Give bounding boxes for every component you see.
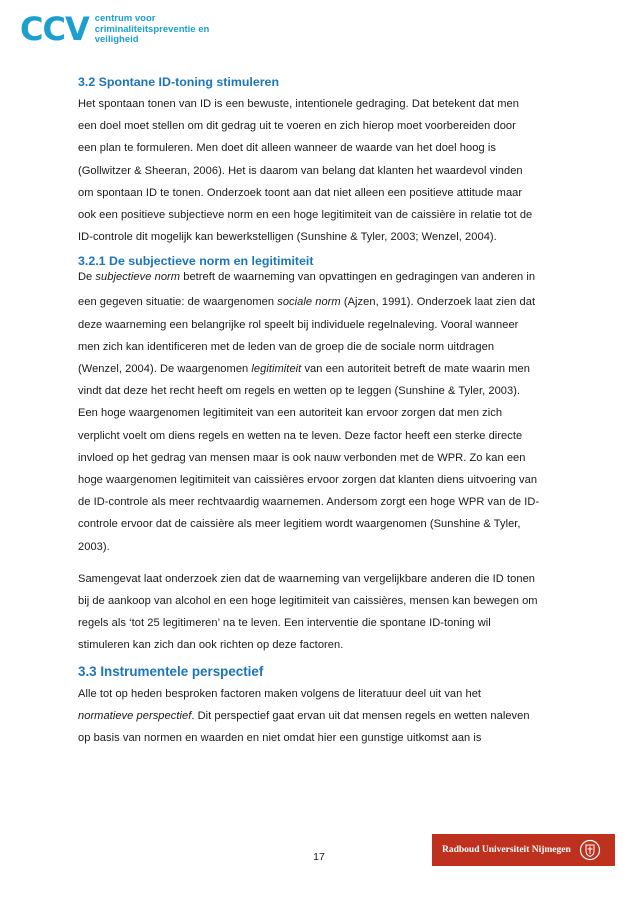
logo-subtitle-line: criminaliteitspreventie en [94,23,210,35]
section-heading-3-2-1: 3.2.1 De subjectieve norm en legitimiteit [78,254,314,269]
text-line: om spontaan ID te tonen. Onderzoek toont aan dat niet alleen een positieve attitude maar [78,186,523,199]
term-legitimiteit: legitimiteit [251,363,302,376]
text-line: (Gollwitzer & Sheeran, 2006). Het is daarom van belang dat klanten het waardevol vinden [78,164,523,177]
term-sociale-norm: sociale norm [277,296,341,309]
ccv-logo [20,12,209,52]
text-line: de ID-controle als meer rechtvaardig waarnemen. Andersom zorgt een hoge WPR van de ID- [78,496,540,509]
radboud-logo [432,834,615,866]
ccv-logo-subtitle [95,14,210,46]
text-line: deze waarneming een belangrijke rol speelt bij individuele regelnaleving. Vooral wanneer [78,318,519,331]
text-run: een gegeven situatie: de waargenomen [78,296,278,309]
page-body [78,74,562,749]
logo-subtitle-line: veiligheid [94,34,139,45]
text-line: Het spontaan tonen van ID is een bewuste, intentionele gedraging. Dat betekent dat men [78,98,519,110]
text-line: Samengevat laat onderzoek zien dat de waarneming van vergelijkbare anderen die ID tonen [78,572,536,585]
term-normatieve-perspectief: normatieve perspectief [78,709,192,722]
section-heading-3-2: 3.2 Spontane ID-toning stimuleren [78,75,280,89]
text-run: . Dit perspectief gaat ervan uit dat mensen regels en wetten naleven [191,709,530,722]
radboud-logo-text: Radboud Universiteit Nijmegen [442,845,571,855]
paragraph-3-3 [78,683,562,750]
text-line [78,705,562,727]
text-line: een plan te formuleren. Men doet dit alleen wanneer de waarde van het doel hoog is [78,142,496,155]
text-run: (Wenzel, 2004). De waargenomen [78,363,252,376]
paragraph-3-2-1 [78,269,562,557]
text-line: vindt dat deze het recht heeft om regels en wetten op te leggen (Sunshine & Tyler, 2003). [78,385,521,398]
text-line: controle ervoor dat de caissière als meer legitiem wordt waargenomen (Sunshine & Tyler, [78,518,521,531]
text-line [78,358,562,380]
text-line: Alle tot op heden besproken factoren maken volgens de literatuur deel uit van het [78,687,482,700]
text-line: verplicht voelt om diens regels en wetten na te leven. Deze factor heeft een sterke directe [78,429,523,442]
university-seal-icon [579,839,601,861]
text-run: betreft de waarneming van opvattingen en gedragingen van anderen in [180,271,536,284]
logo-subtitle-line: centrum voor [94,13,156,24]
text-line: ook een positieve subjectieve norm en een hoge legitimiteit van de caissière in relatie tot de [78,209,533,222]
text-line: een doel moet stellen om dit gedrag uit te voeren en zich hierop moet voorbereiden door [78,120,516,133]
text-run: (Ajzen, 1991). Onderzoek laat zien dat [340,296,536,309]
text-line: ID-controle dit mogelijk kan bewerkstelligen (Sunshine & Tyler, 2003; Wenzel, 2004). [78,231,497,244]
text-run: De [78,271,96,284]
text-line: men zich kan identificeren met de leden van de groep die de sociale norm uitdragen [78,340,495,353]
ccv-logo-text: CCV [20,10,89,48]
paragraph-summary [78,568,562,657]
text-line: hoge waargenomen legitimiteit van caissières ervoor zorgen dat klanten diens uitvoering van [78,474,538,487]
text-line: Een hoge waargenomen legitimiteit van een autoriteit kan ervoor zorgen dat men zich [78,407,503,420]
text-line: stimuleren kan zich dan ook richten op deze factoren. [78,639,344,652]
text-line: 2003). [78,540,110,553]
text-line: bij de aankoop van alcohol en een hoge legitimiteit van caissières, mensen kan bewegen om [78,595,538,608]
text-line: invloed op het gedrag van mensen maar is ook nauw verbonden met de WPR. Zo kan een [78,451,526,464]
text-line [78,269,562,286]
text-line [78,291,562,313]
term-subjectieve-norm: subjectieve norm [95,271,181,284]
text-line: regels als ‘tot 25 legitimeren’ na te leven. Een interventie die spontane ID-toning wil [78,617,491,630]
page-number: 17 [313,851,325,863]
paragraph-3-2 [78,93,562,248]
section-heading-3-3: 3.3 Instrumentele perspectief [78,663,264,679]
text-line: op basis van normen en waarden en niet omdat hier een gunstige uitkomst aan is [78,732,482,745]
text-run: van een autoriteit betreft de mate waarin men [301,363,530,376]
